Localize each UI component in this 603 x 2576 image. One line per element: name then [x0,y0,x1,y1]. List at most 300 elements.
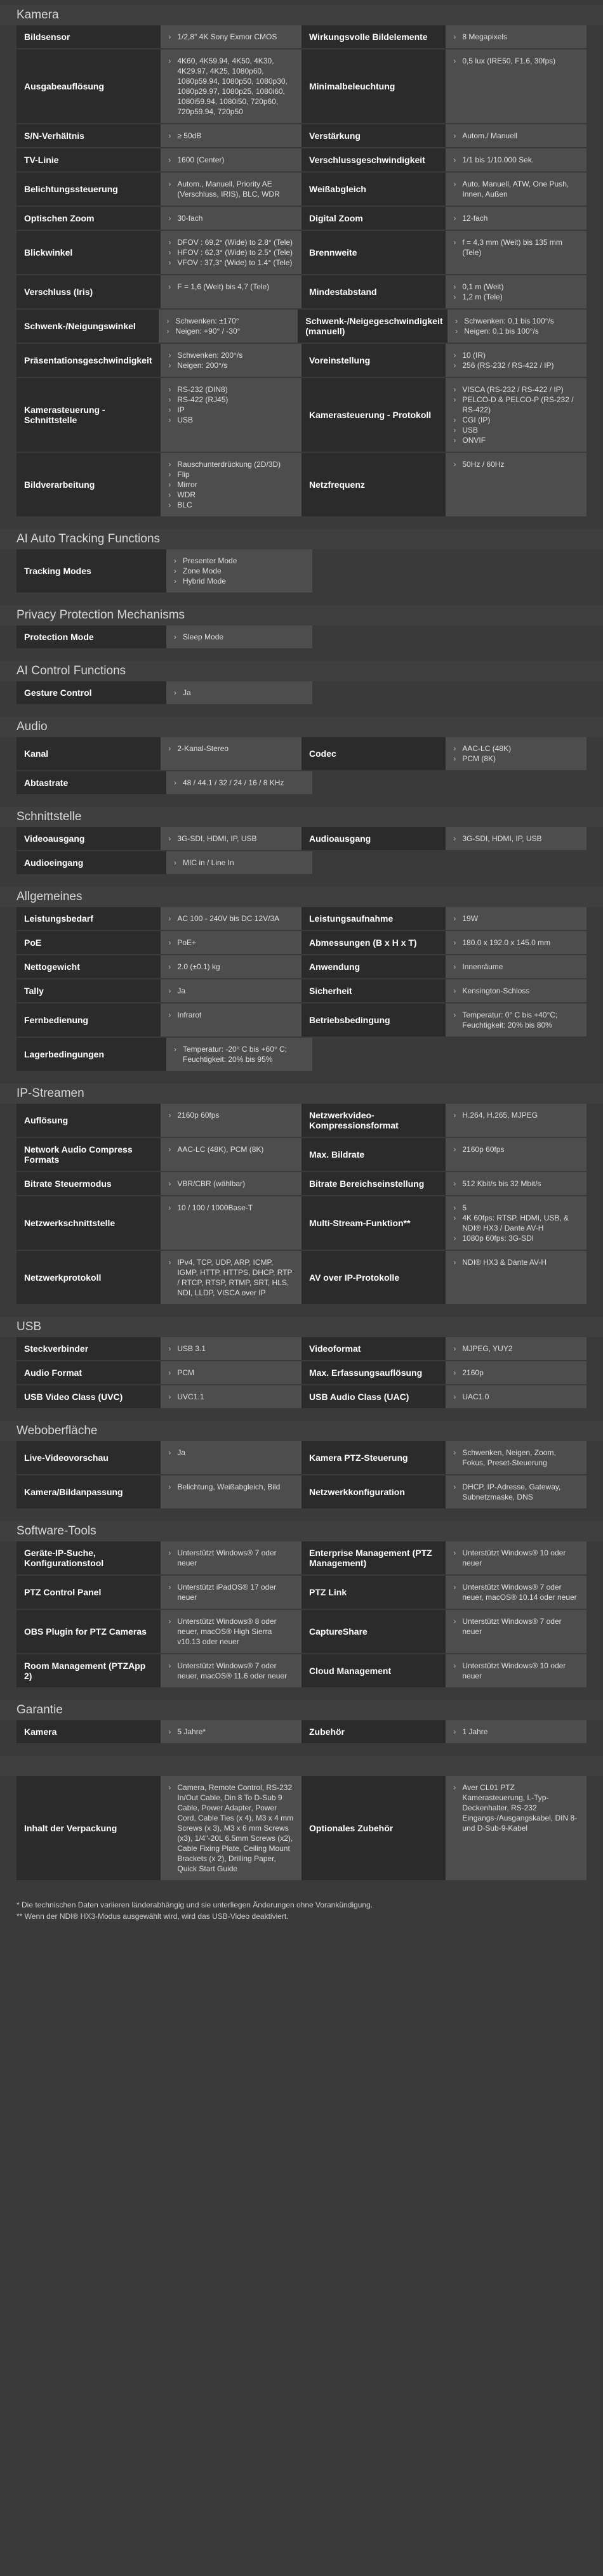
spec-value-list [174,1044,305,1064]
spec-value-item: › MJPEG, YUY2 [453,1344,579,1354]
spec-value-item: › PELCO-D & PELCO-P (RS-232 / RS-422) [453,395,579,415]
spec-value-item: › UAC1.0 [453,1392,579,1402]
spec-label: Audio Format [17,1361,161,1384]
spec-value [446,124,586,147]
spec-label: Netzfrequenz [302,453,446,516]
spec-value-item: › 180.0 x 192.0 x 145.0 mm [453,938,579,948]
spec-label: Live-Videovorschau [17,1441,161,1474]
spec-value [446,378,586,452]
spec-value [161,207,302,230]
spec-value-list [453,131,579,141]
spec-value-list [453,213,579,223]
spec-row [17,1138,586,1172]
spec-value-list [168,1782,294,1874]
spec-value [446,1441,586,1474]
spec-row [17,1610,586,1654]
spec-value [161,1654,302,1687]
spec-value-item: › 5 Jahre* [168,1727,294,1737]
spec-value [446,907,586,930]
spec-value [159,310,298,343]
spec-label: Geräte-IP-Suche, Konfigurationstool [17,1541,161,1574]
spec-value [446,1004,586,1036]
spec-value-item: › VISCA (RS-232 / RS-422 / IP) [453,384,579,395]
spec-value-list [174,778,305,788]
spec-value-item: › MIC in / Line In [174,858,305,868]
spec-value-item: › 4K60, 4K59.94, 4K50, 4K30, 4K29.97, 4K25, 1080p60, 1080p59.94, 1080p50, 1080p30, 1080p29.97, 1080p25, 1080i60, 1080i59.94, 1080i50, 720p60, 720p59.94, 720p50 [168,56,294,117]
spec-table [17,1104,586,1305]
spec-row [17,344,586,378]
spec-value-item: › 3G-SDI, HDMI, IP, USB [168,834,294,844]
footnote: ** Wenn der NDI® HX3-Modus ausgewählt wird, wird das USB-Video deaktiviert. [17,1912,289,1921]
spec-value [161,49,302,123]
spec-value [446,1541,586,1574]
spec-value-item: › Unterstützt Windows® 10 oder neuer [453,1548,579,1568]
spec-label: Audioausgang [302,827,446,850]
spec-row [17,1251,586,1305]
spec-label: Minimalbeleuchtung [302,49,446,123]
spec-value-item: › PCM (8K) [453,754,579,764]
spec-label: Auflösung [17,1104,161,1137]
spec-row [17,955,586,979]
spec-value-item: › HFOV : 62,3° (Wide) to 2.5° (Tele) [168,247,294,258]
spec-table [17,907,586,1072]
spec-value-list [168,1661,294,1681]
spec-value-item: › Schwenken: 0,1 bis 100°/s [455,316,579,326]
spec-label: USB Video Class (UVC) [17,1385,161,1408]
spec-row [17,907,586,931]
spec-value-item: › 0,1 m (Weit) [453,282,579,292]
spec-label: Videoausgang [17,827,161,850]
spec-value-item: › 1600 (Center) [168,155,294,165]
spec-row [17,1654,586,1689]
spec-value-list [453,913,579,924]
spec-row [17,49,586,124]
spec-value-item: › Temperatur: 0° C bis +40°C; Feuchtigkeit: 20% bis 80% [453,1010,579,1030]
spec-value-list [174,632,305,642]
spec-label: AV over IP-Protokolle [302,1251,446,1304]
section-title [0,1756,603,1776]
spec-value-item: › Auto, Manuell, ATW, One Push, Innen, Außen [453,179,579,199]
spec-value-item: › VFOV : 37,3° (Wide) to 1.4° (Tele) [168,258,294,268]
section-title: Schnittstelle [0,807,603,827]
spec-value [161,1004,302,1036]
spec-row [17,1441,586,1475]
spec-label: Schwenk-/Neigegeschwindigkeit (manuell) [298,310,447,343]
spec-value [166,1038,312,1071]
spec-table [17,549,586,594]
spec-value-list [168,384,294,425]
spec-value-list [453,1582,579,1602]
spec-value-list [168,938,294,948]
spec-value-list [168,913,294,924]
spec-value-list [166,316,290,336]
spec-value-list [453,1344,579,1354]
spec-label: Verstärkung [302,124,446,147]
spec-value-list [168,1203,294,1213]
spec-label: Audioeingang [17,851,166,874]
spec-table [17,1441,586,1510]
section-title: AI Auto Tracking Functions [0,529,603,549]
spec-label: Room Management (PTZApp 2) [17,1654,161,1687]
spec-value-list [174,556,305,586]
spec-value [446,25,586,48]
spec-label: Zubehör [302,1720,446,1743]
spec-row [17,549,586,594]
spec-value [161,1172,302,1195]
spec-value-item: › Aver CL01 PTZ Kamerasteuerung, L-Typ-Deckenhalter, RS-232 Eingangs-/Ausgangskabel, DIN 8- und D-Sub-9-Kabel [453,1782,579,1833]
spec-table [17,1720,586,1744]
spec-row [17,737,586,771]
spec-value [446,453,586,516]
spec-value [446,1385,586,1408]
spec-label: Kamera [17,1720,161,1743]
spec-table [17,625,586,650]
spec-value-item: › 3G-SDI, HDMI, IP, USB [453,834,579,844]
spec-value [446,49,586,123]
spec-value-item: › 10 (IR) [453,350,579,360]
spec-value [161,1541,302,1574]
spec-value [161,453,302,516]
spec-value [446,148,586,171]
spec-label: Protection Mode [17,625,166,648]
spec-value-item: › 48 / 44.1 / 32 / 24 / 16 / 8 KHz [174,778,305,788]
spec-label: PoE [17,931,161,954]
spec-value-list [453,1392,579,1402]
spec-value-list [168,834,294,844]
spec-label: Verschlussgeschwindigkeit [302,148,446,171]
spec-value-list [168,459,294,510]
spec-value-list [168,131,294,141]
spec-value [166,771,312,794]
spec-value-list [168,1392,294,1402]
spec-value-item: › Temperatur: -20° C bis +60° C; Feuchtigkeit: 20% bis 95% [174,1044,305,1064]
spec-label: Anwendung [302,955,446,978]
spec-label: Enterprise Management (PTZ Management) [302,1541,446,1574]
footnotes [0,1893,603,1928]
spec-value [446,207,586,230]
spec-label: Nettogewicht [17,955,161,978]
spec-value-list [174,858,305,868]
spec-table [17,1541,586,1689]
spec-value-item: › IP [168,405,294,415]
spec-value [161,344,302,377]
spec-label: Optischen Zoom [17,207,161,230]
spec-section [0,1421,603,1510]
spec-value-list [453,1727,579,1737]
spec-value-item: › PCM [168,1368,294,1378]
spec-value [446,1251,586,1304]
section-title: Privacy Protection Mechanisms [0,605,603,625]
spec-table [17,25,586,518]
spec-label: Abtastrate [17,771,166,794]
spec-label: Mindestabstand [302,275,446,308]
spec-value-list [453,384,579,445]
spec-value-item: › VBR/CBR (wählbar) [168,1179,294,1189]
spec-label: Kanal [17,737,161,770]
spec-value-list [168,282,294,292]
spec-value-list [453,56,579,66]
spec-value-list [453,1616,579,1637]
spec-value [166,851,312,874]
spec-row [17,931,586,955]
spec-value-item: › IPv4, TCP, UDP, ARP, ICMP, IGMP, HTTP, HTTPS, DHCP, RTP / RTCP, RTSP, RTMP, SRT, HLS, NDI, LLDP, VISCA over IP [168,1257,294,1298]
spec-value-item: › 1,2 m (Tele) [453,292,579,302]
spec-row [17,1541,586,1576]
spec-value-item: › Neigen: 200°/s [168,360,294,370]
spec-value-list [453,962,579,972]
spec-value [446,1654,586,1687]
spec-value-list [453,1661,579,1681]
spec-row [17,207,586,231]
spec-row [17,681,586,705]
spec-label: Brennweite [302,231,446,274]
spec-row [17,124,586,148]
spec-label: Fernbedienung [17,1004,161,1036]
spec-value-list [453,32,579,42]
spec-value-list [453,1368,579,1378]
spec-value [161,1441,302,1474]
spec-value-item: › Camera, Remote Control, RS-232 In/Out Cable, Din 8 To D-Sub 9 Cable, Power Adapter, Power Cord, Cable Ties (x 4), M3 x 4 mm Screws (x 3), M3 x 6 mm Screws (x3), 1/4"-20L 6.5mm Screws (x2), Cable Fixing Plate, Ceiling Mount Brackets (x 2), Drilling Paper, Quick Start Guide [168,1782,294,1874]
spec-label: Weißabgleich [302,173,446,206]
spec-value-item: › Neigen: +90° / -30° [166,326,290,336]
spec-label: Digital Zoom [302,207,446,230]
spec-label: Bildverarbeitung [17,453,161,516]
spec-value [446,1720,586,1743]
spec-value [161,1251,302,1304]
spec-value-item: › RS-422 (RJ45) [168,395,294,405]
spec-label: Optionales Zubehör [302,1776,446,1880]
spec-value-item: › Autom., Manuell, Priority AE (Verschluss, IRIS), BLC, WDR [168,179,294,199]
spec-value-list [168,32,294,42]
spec-value [161,931,302,954]
spec-row [17,851,586,875]
spec-value-item: › 256 (RS-232 / RS-422 / IP) [453,360,579,370]
spec-value [446,275,586,308]
section-title: Weboberfläche [0,1421,603,1441]
spec-label: TV-Linie [17,148,161,171]
spec-value-list [168,1257,294,1298]
spec-value [446,1776,586,1880]
spec-value-item: › H.264, H.265, MJPEG [453,1110,579,1120]
spec-label: Max. Bildrate [302,1138,446,1171]
spec-label: Leistungsbedarf [17,907,161,930]
spec-value-list [453,350,579,370]
spec-value-list [168,986,294,996]
spec-value-item: › Unterstützt Windows® 7 oder neuer, macOS® 11.6 oder neuer [168,1661,294,1681]
spec-value-item: › 512 Kbit/s bis 32 Mbit/s [453,1179,579,1189]
spec-value [161,231,302,274]
spec-value-list [453,743,579,764]
spec-value-item: › Hybrid Mode [174,576,305,586]
spec-value [161,907,302,930]
spec-row [17,453,586,518]
spec-value-item: › Unterstützt iPadOS® 17 oder neuer [168,1582,294,1602]
spec-label: Inhalt der Verpackung [17,1776,161,1880]
spec-value [161,1138,302,1171]
spec-row [17,1776,586,1881]
spec-value-item: › 0,5 lux (IRE50, F1.6, 30fps) [453,56,579,66]
spec-value [446,955,586,978]
spec-label: USB Audio Class (UAC) [302,1385,446,1408]
spec-value-list [168,1344,294,1354]
spec-value-item: › 2160p [453,1368,579,1378]
spec-value [161,124,302,147]
spec-value [161,173,302,206]
spec-value-item: › AAC-LC (48K) [453,743,579,754]
spec-section [0,1521,603,1689]
spec-value-item: › 1/1 bis 1/10.000 Sek. [453,155,579,165]
spec-value-item: › DHCP, IP-Adresse, Gateway, Subnetzmaske, DNS [453,1482,579,1502]
spec-value-item: › ≥ 50dB [168,131,294,141]
spec-value-item: › F = 1,6 (Weit) bis 4,7 (Tele) [168,282,294,292]
spec-label: Voreinstellung [302,344,446,377]
spec-label: OBS Plugin for PTZ Cameras [17,1610,161,1653]
spec-value [161,1776,302,1880]
spec-value [446,1172,586,1195]
spec-value-list [453,834,579,844]
spec-value [446,1361,586,1384]
spec-value-item: › USB [453,425,579,435]
spec-label: Kamera/Bildanpassung [17,1475,161,1508]
section-title: AI Control Functions [0,661,603,681]
spec-value-item: › NDI® HX3 & Dante AV-H [453,1257,579,1267]
spec-value-item: › Autom./ Manuell [453,131,579,141]
spec-table [17,1337,586,1409]
spec-value [161,1104,302,1137]
spec-value-item: › 12-fach [453,213,579,223]
spec-value-list [174,688,305,698]
spec-section [0,807,603,875]
spec-section [0,717,603,795]
spec-section [0,887,603,1072]
footnote: * Die technischen Daten variieren länderabhängig und sie unterliegen Änderungen ohne Vorankündigung. [17,1900,373,1909]
spec-value-list [168,1010,294,1020]
spec-value-item: › 8 Megapixels [453,32,579,42]
spec-value-list [453,938,579,948]
spec-row [17,1361,586,1385]
spec-value-item: › 30-fach [168,213,294,223]
spec-label: PTZ Control Panel [17,1576,161,1609]
spec-value-list [453,459,579,469]
spec-value [161,1576,302,1609]
spec-value-item: › Ja [174,688,305,698]
spec-value-list [453,1548,579,1568]
spec-label: Tracking Modes [17,549,166,592]
spec-label: Lagerbedingungen [17,1038,166,1071]
spec-label: Steckverbinder [17,1337,161,1360]
spec-value-item: › 50Hz / 60Hz [453,459,579,469]
spec-value-item: › 1/2,8" 4K Sony Exmor CMOS [168,32,294,42]
section-title: Garantie [0,1700,603,1720]
spec-value-item: › Flip [168,469,294,480]
spec-value [446,827,586,850]
spec-section [0,529,603,594]
spec-label: Bitrate Bereichseinstellung [302,1172,446,1195]
spec-value-item: › Schwenken: 200°/s [168,350,294,360]
spec-section [0,1317,603,1409]
spec-value-list [455,316,579,336]
spec-value-list [453,1203,579,1243]
spec-value-list [168,350,294,370]
spec-row [17,148,586,173]
spec-label: Kamerasteuerung - Schnittstelle [17,378,161,452]
spec-value-list [453,1448,579,1468]
spec-value-item: › 19W [453,913,579,924]
spec-value-item: › AC 100 - 240V bis DC 12V/3A [168,913,294,924]
spec-label: Bitrate Steuermodus [17,1172,161,1195]
spec-value-item: › WDR [168,490,294,500]
spec-row [17,310,586,344]
spec-value-item: › Rauschunterdrückung (2D/3D) [168,459,294,469]
spec-label: Max. Erfassungsauflösung [302,1361,446,1384]
spec-value-list [168,1368,294,1378]
spec-value [161,1385,302,1408]
section-title: Software-Tools [0,1521,603,1541]
spec-value [166,549,312,592]
spec-value [447,310,586,343]
spec-value [446,737,586,770]
spec-value-item: › Unterstützt Windows® 10 oder neuer [453,1661,579,1681]
spec-value [161,25,302,48]
spec-label: Blickwinkel [17,231,161,274]
spec-value-item: › BLC [168,500,294,510]
spec-value-list [168,1616,294,1647]
spec-label: Wirkungsvolle Bildelemente [302,25,446,48]
spec-value-list [453,1110,579,1120]
spec-value [161,148,302,171]
spec-value [446,1475,586,1508]
spec-row [17,1385,586,1409]
spec-row [17,1104,586,1138]
spec-value-item: › AAC-LC (48K), PCM (8K) [168,1144,294,1154]
spec-value [161,979,302,1002]
spec-value-item: › Ja [168,986,294,996]
spec-value-item: › DFOV : 69,2° (Wide) to 2.8° (Tele) [168,237,294,247]
spec-value [446,931,586,954]
spec-value-item: › 1080p 60fps: 3G-SDI [453,1233,579,1243]
spec-row [17,1038,586,1072]
spec-section [0,661,603,705]
spec-value-item: › Unterstützt Windows® 8 oder neuer, macOS® High Sierra v10.13 oder neuer [168,1616,294,1647]
spec-value-item: › 2-Kanal-Stereo [168,743,294,754]
spec-value [166,681,312,704]
spec-value [161,1610,302,1653]
spec-row [17,1576,586,1610]
spec-value-list [453,179,579,199]
spec-value-item: › Unterstützt Windows® 7 oder neuer [453,1616,579,1637]
spec-value-list [168,1179,294,1189]
spec-value [446,231,586,274]
spec-row [17,231,586,275]
spec-value-list [453,155,579,165]
spec-value-list [168,962,294,972]
spec-row [17,827,586,851]
spec-label: Gesture Control [17,681,166,704]
spec-value-item: › Mirror [168,480,294,490]
spec-row [17,25,586,49]
spec-row [17,1196,586,1251]
spec-value [166,625,312,648]
spec-label: Kamera PTZ-Steuerung [302,1441,446,1474]
spec-value-list [453,1257,579,1267]
spec-value [161,1361,302,1384]
spec-value-item: › 2160p 60fps [453,1144,579,1154]
spec-row [17,771,586,795]
spec-label: Netzwerkschnittstelle [17,1196,161,1250]
spec-label: Codec [302,737,446,770]
spec-row [17,1004,586,1038]
spec-label: Videoformat [302,1337,446,1360]
